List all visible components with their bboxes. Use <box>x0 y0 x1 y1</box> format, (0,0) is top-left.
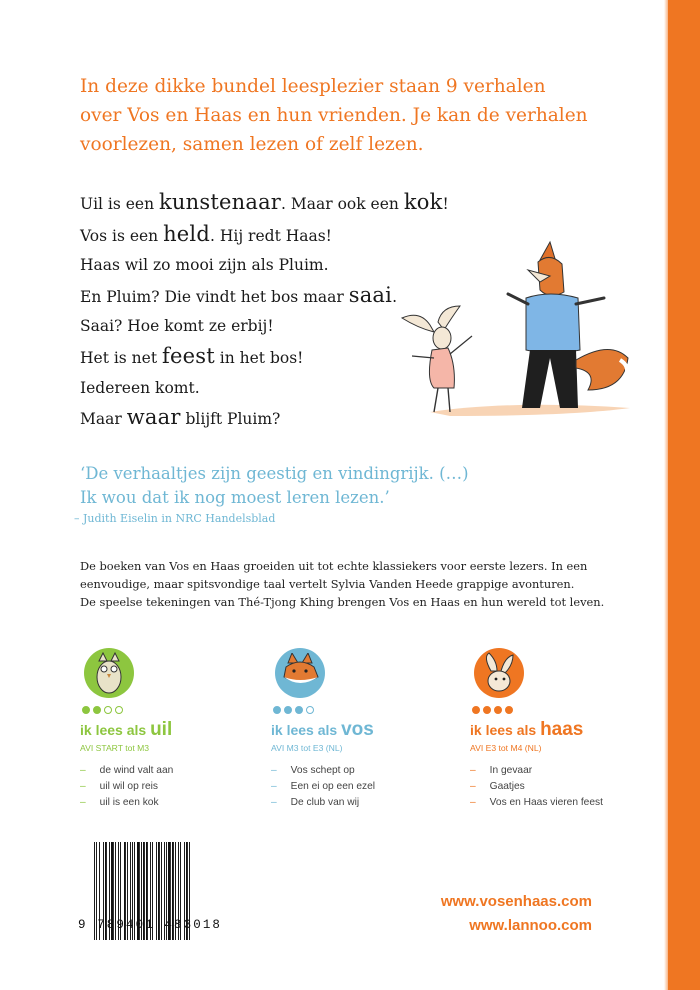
blurb-line: De boeken van Vos en Haas groeiden uit tot echte klassiekers voor eerste lezers. In een <box>80 559 588 573</box>
book-title: – Vos en Haas vieren feest <box>470 795 660 811</box>
quote-line: ‘De verhaaltjes zijn geestig en vindingrijk. (…) <box>80 464 469 483</box>
book-title: – uil wil op reis <box>80 779 270 795</box>
hare-icon <box>474 648 524 698</box>
level-dot <box>472 706 480 714</box>
book-title: – de wind valt aan <box>80 763 270 779</box>
intro-line: In deze dikke bundel leesplezier staan 9 verhalen <box>80 76 546 97</box>
book-titles <box>80 763 270 810</box>
fox-and-hare-illustration <box>390 240 640 420</box>
book-title: – Vos schept op <box>271 763 461 779</box>
level-dots <box>82 706 270 714</box>
blurb-line: De speelse tekeningen van Thé-Tjong Khing brengen Vos en Haas en hun wereld tot leven. <box>80 595 605 610</box>
isbn-number: 9 789401 483018 <box>78 918 223 932</box>
level-dot <box>295 706 303 714</box>
story-line: En Pluim? Die vindt het bos maar saai. <box>80 282 397 307</box>
quote-line: Ik wou dat ik nog moest leren lezen.’ <box>80 488 390 507</box>
level-dot <box>284 706 292 714</box>
avi-level: AVI M3 tot E3 (NL) <box>271 743 343 753</box>
level-dot <box>93 706 101 714</box>
level-dots <box>472 706 660 714</box>
story-line: Haas wil zo mooi zijn als Pluim. <box>80 256 329 275</box>
level-dot <box>505 706 513 714</box>
series-title: ik lees als uil <box>80 719 173 740</box>
level-dot <box>115 706 123 714</box>
spine-stripe <box>668 0 700 990</box>
level-dot <box>82 706 90 714</box>
series-haas <box>470 648 660 810</box>
series-vos <box>271 648 461 810</box>
story-line: Uil is een kunstenaar. Maar ook een kok! <box>80 190 449 214</box>
level-dot <box>273 706 281 714</box>
website-link-lannoo[interactable]: www.lannoo.com <box>469 917 592 934</box>
book-title: – De club van wij <box>271 795 461 811</box>
level-dot <box>306 706 314 714</box>
owl-icon <box>84 648 134 698</box>
book-title: – Gaatjes <box>470 779 660 795</box>
book-title: – Een ei op een ezel <box>271 779 461 795</box>
avi-level: AVI E3 tot M4 (NL) <box>470 743 542 753</box>
series-uil <box>80 648 270 810</box>
book-titles <box>470 763 660 810</box>
book-title: – uil is een kok <box>80 795 270 811</box>
story-line: Vos is een held. Hij redt Haas! <box>80 221 332 246</box>
hare-figure <box>402 306 472 412</box>
quote-attribution: – Judith Eiselin in NRC Handelsblad <box>74 512 276 525</box>
level-dots <box>273 706 461 714</box>
avi-level: AVI START tot M3 <box>80 743 150 753</box>
story-line: Saai? Hoe komt ze erbij! <box>80 317 274 336</box>
level-dot <box>104 706 112 714</box>
intro-line: voorlezen, samen lezen of zelf lezen. <box>80 134 424 155</box>
level-dot <box>494 706 502 714</box>
book-title: – In gevaar <box>470 763 660 779</box>
book-titles <box>271 763 461 810</box>
fox-icon <box>275 648 325 698</box>
fox-figure <box>508 242 628 408</box>
review-quote <box>80 462 580 510</box>
website-link-vosenhaas[interactable]: www.vosenhaas.com <box>440 893 592 910</box>
story-line: Het is net feest in het bos! <box>80 343 304 368</box>
book-blurb <box>80 557 650 612</box>
story-line: Maar waar blijft Pluim? <box>80 405 281 430</box>
intro-text <box>80 72 588 159</box>
series-title: ik lees als vos <box>271 719 374 740</box>
story-line: Iedereen komt. <box>80 378 200 397</box>
level-dot <box>483 706 491 714</box>
blurb-line: eenvoudige, maar spitsvondige taal vertelt Sylvia Vanden Heede grappige avonturen. <box>80 577 575 592</box>
website-links <box>441 890 592 938</box>
series-title: ik lees als haas <box>470 719 584 740</box>
intro-line: over Vos en Haas en hun vrienden. Je kan de verhalen <box>80 105 588 126</box>
